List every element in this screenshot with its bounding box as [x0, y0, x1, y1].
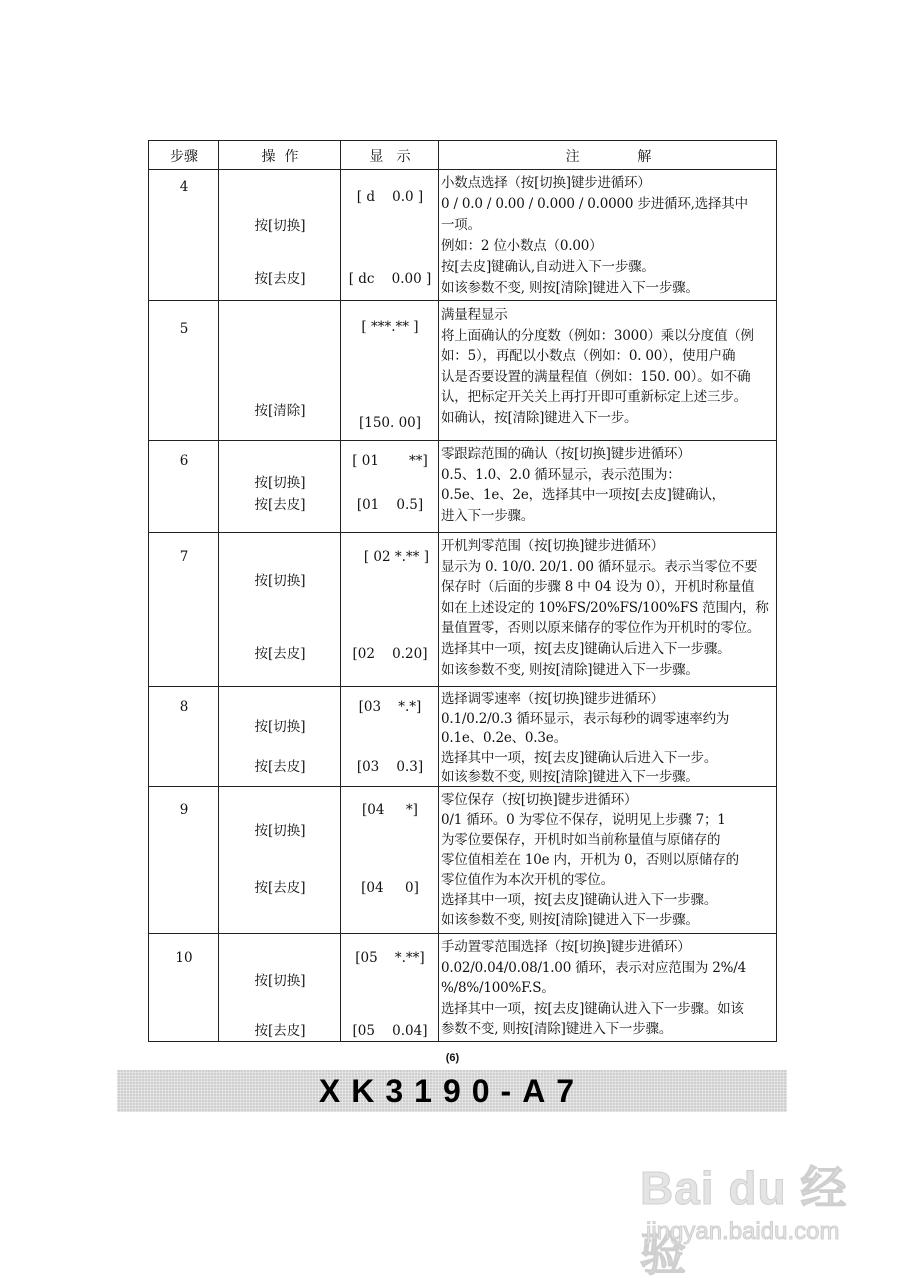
- note-line: 零位保存（按[切换]键步进循环）: [441, 792, 638, 808]
- table-header: [149, 141, 776, 170]
- operation-key: 按[切换]: [254, 573, 306, 589]
- note-line: 0.5e、1e、2e，选择其中一项按[去皮]键确认，: [441, 487, 725, 503]
- display-value: [05 0.04]: [352, 1023, 428, 1039]
- operation-key: 按[去皮]: [254, 646, 306, 662]
- note-line: 如在上述设定的 10%FS/20%FS/100%FS 范围内，称: [441, 599, 769, 616]
- display-value: [ ***.** ]: [361, 319, 419, 335]
- header-notes: 注 解: [565, 149, 652, 165]
- operation-key: 按[去皮]: [254, 880, 306, 896]
- table-row: [149, 169, 776, 301]
- operation-key: 按[切换]: [254, 719, 306, 735]
- note-line: 0.02/0.04/0.08/1.00 循环，表示对应范围为 2%/4: [441, 959, 747, 976]
- note-line: 参数不变, 则按[清除]键进入下一步骤。: [441, 1021, 673, 1037]
- note-line: 选择调零速率（按[切换]键步进循环）: [441, 691, 664, 707]
- note-line: 零跟踪范围的确认（按[切换]键步进循环）: [441, 446, 691, 462]
- note-line: 选择其中一项，按[去皮]键确认进入下一步骤。如该: [441, 1000, 744, 1017]
- table-row: [149, 533, 776, 687]
- watermark-logo: Bai du 经验: [640, 1162, 848, 1280]
- steps-table: [148, 140, 777, 1042]
- step-number: 5: [179, 321, 189, 337]
- note-line: 0.1/0.2/0.3 循环显示，表示每秒的调零速率约为: [441, 710, 730, 727]
- display-value: [04 0]: [361, 880, 419, 896]
- page-number: (6): [445, 1052, 460, 1064]
- operation-key: 按[去皮]: [254, 759, 306, 775]
- operation-key: 按[切换]: [254, 823, 306, 839]
- note-line: 如：5），再配以小数点（例如：0. 00），使用户确: [441, 348, 736, 364]
- note-line: 量值置零，否则以原来储存的零位作为开机时的零位。: [441, 620, 761, 637]
- step-number: 4: [179, 179, 189, 195]
- note-line: 0.5、1.0、2.0 循环显示，表示范围为：: [441, 466, 681, 483]
- note-line: 选择其中一项，按[去皮]键确认进入下一步骤。: [441, 892, 718, 908]
- operation-key: 按[切换]: [254, 475, 306, 491]
- note-line: 认是否要设置的满量程值（例如：150. 00）。如不确: [441, 368, 751, 385]
- note-line: 保存时（后面的步骤 8 中 04 设为 0），开机时称量值: [441, 579, 755, 596]
- operation-key: 按[去皮]: [254, 1023, 306, 1039]
- note-line: 选择其中一项，按[去皮]键确认后进入下一步骤。: [441, 641, 731, 657]
- table-row: [149, 441, 776, 533]
- table-row: [149, 934, 776, 1043]
- display-value: [05 *.**]: [355, 950, 425, 966]
- note-line: 进入下一步骤。: [441, 507, 535, 524]
- display-value: [03 *.*]: [358, 699, 422, 715]
- note-line: 小数点选择（按[切换]键步进循环）: [441, 175, 651, 191]
- operation-key: 按[去皮]: [254, 271, 306, 287]
- header-step: 步骤: [170, 149, 198, 165]
- note-line: 如该参数不变, 则按[清除]键进入下一步骤。: [441, 280, 699, 296]
- note-line: 0 / 0.0 / 0.00 / 0.000 / 0.0000 步进循环,选择其中: [441, 196, 748, 212]
- step-number: 6: [179, 453, 189, 469]
- note-line: 选择其中一项，按[去皮]键确认后进入下一步。: [441, 749, 718, 766]
- note-line: 零位值相差在 10e 内，开机为 0，否则以原储存的: [441, 852, 739, 868]
- column-divider: [340, 141, 341, 1041]
- note-line: %/8%/100%F.S。: [441, 980, 555, 996]
- column-divider: [218, 141, 219, 1041]
- note-line: 一项。: [441, 217, 481, 233]
- note-line: 显示为 0. 10/0. 20/1. 00 循环显示。表示当零位不要: [441, 558, 758, 575]
- display-value: [150. 00]: [358, 415, 422, 431]
- note-line: 将上面确认的分度数（例如：3000）乘以分度值（例: [441, 327, 754, 344]
- display-value: [02 0.20]: [352, 646, 428, 662]
- table-row: [149, 687, 776, 787]
- display-value: [04 *]: [362, 802, 418, 818]
- note-line: 如该参数不变, 则按[清除]键进入下一步骤。: [441, 912, 699, 928]
- note-line: 开机判零范围（按[切换]键步进循环）: [441, 538, 664, 554]
- column-divider: [438, 141, 439, 1041]
- operation-key: 按[清除]: [254, 403, 306, 419]
- note-line: 例如：2 位小数点（0.00）: [441, 238, 603, 254]
- note-line: 如该参数不变, 则按[清除]键进入下一步骤。: [441, 769, 699, 785]
- display-value: [01 0.5]: [356, 497, 424, 513]
- display-value: [ 02 *.** ]: [350, 549, 429, 565]
- operation-key: 按[切换]: [254, 973, 306, 989]
- model-banner: [117, 1070, 787, 1112]
- step-number: 8: [179, 699, 189, 715]
- step-number: 9: [179, 802, 189, 818]
- step-number: 10: [175, 950, 193, 966]
- note-line: 0/1 循环。0 为零位不保存，说明见上步骤 7；1: [441, 812, 726, 828]
- note-line: 满量程显示: [441, 307, 508, 323]
- note-line: 如该参数不变, 则按[清除]键进入下一步骤。: [441, 661, 699, 678]
- note-line: 为零位要保存，开机时如当前称量值与原储存的: [441, 832, 721, 848]
- header-operation: 操 作: [261, 149, 299, 165]
- baidu-watermark: [640, 1140, 860, 1280]
- display-value: [ 01 **]: [352, 453, 428, 469]
- display-value: [03 0.3]: [356, 759, 424, 775]
- operation-key: 按[去皮]: [254, 497, 306, 513]
- table-row: [149, 301, 776, 441]
- display-value: [ dc 0.00 ]: [348, 271, 432, 287]
- header-display: 显 示: [369, 149, 411, 165]
- watermark-url: jingyan.baidu.com: [646, 1218, 840, 1245]
- note-line: 认，把标定开关关上再打开即可重新标定上述三步。: [441, 389, 747, 405]
- model-name: XK3190-A7: [318, 1073, 586, 1109]
- note-line: 零位值作为本次开机的零位。: [441, 872, 614, 888]
- display-value: [ d 0.0 ]: [356, 189, 424, 205]
- step-number: 7: [179, 549, 189, 565]
- note-line: 手动置零范围选择（按[切换]键步进循环）: [441, 939, 691, 955]
- note-line: 按[去皮]键确认,自动进入下一步骤。: [441, 259, 655, 275]
- note-line: 如确认，按[清除]键进入下一步。: [441, 409, 638, 426]
- operation-key: 按[切换]: [254, 218, 306, 234]
- table-row: [149, 787, 776, 934]
- note-line: 0.1e、0.2e、0.3e。: [441, 730, 567, 746]
